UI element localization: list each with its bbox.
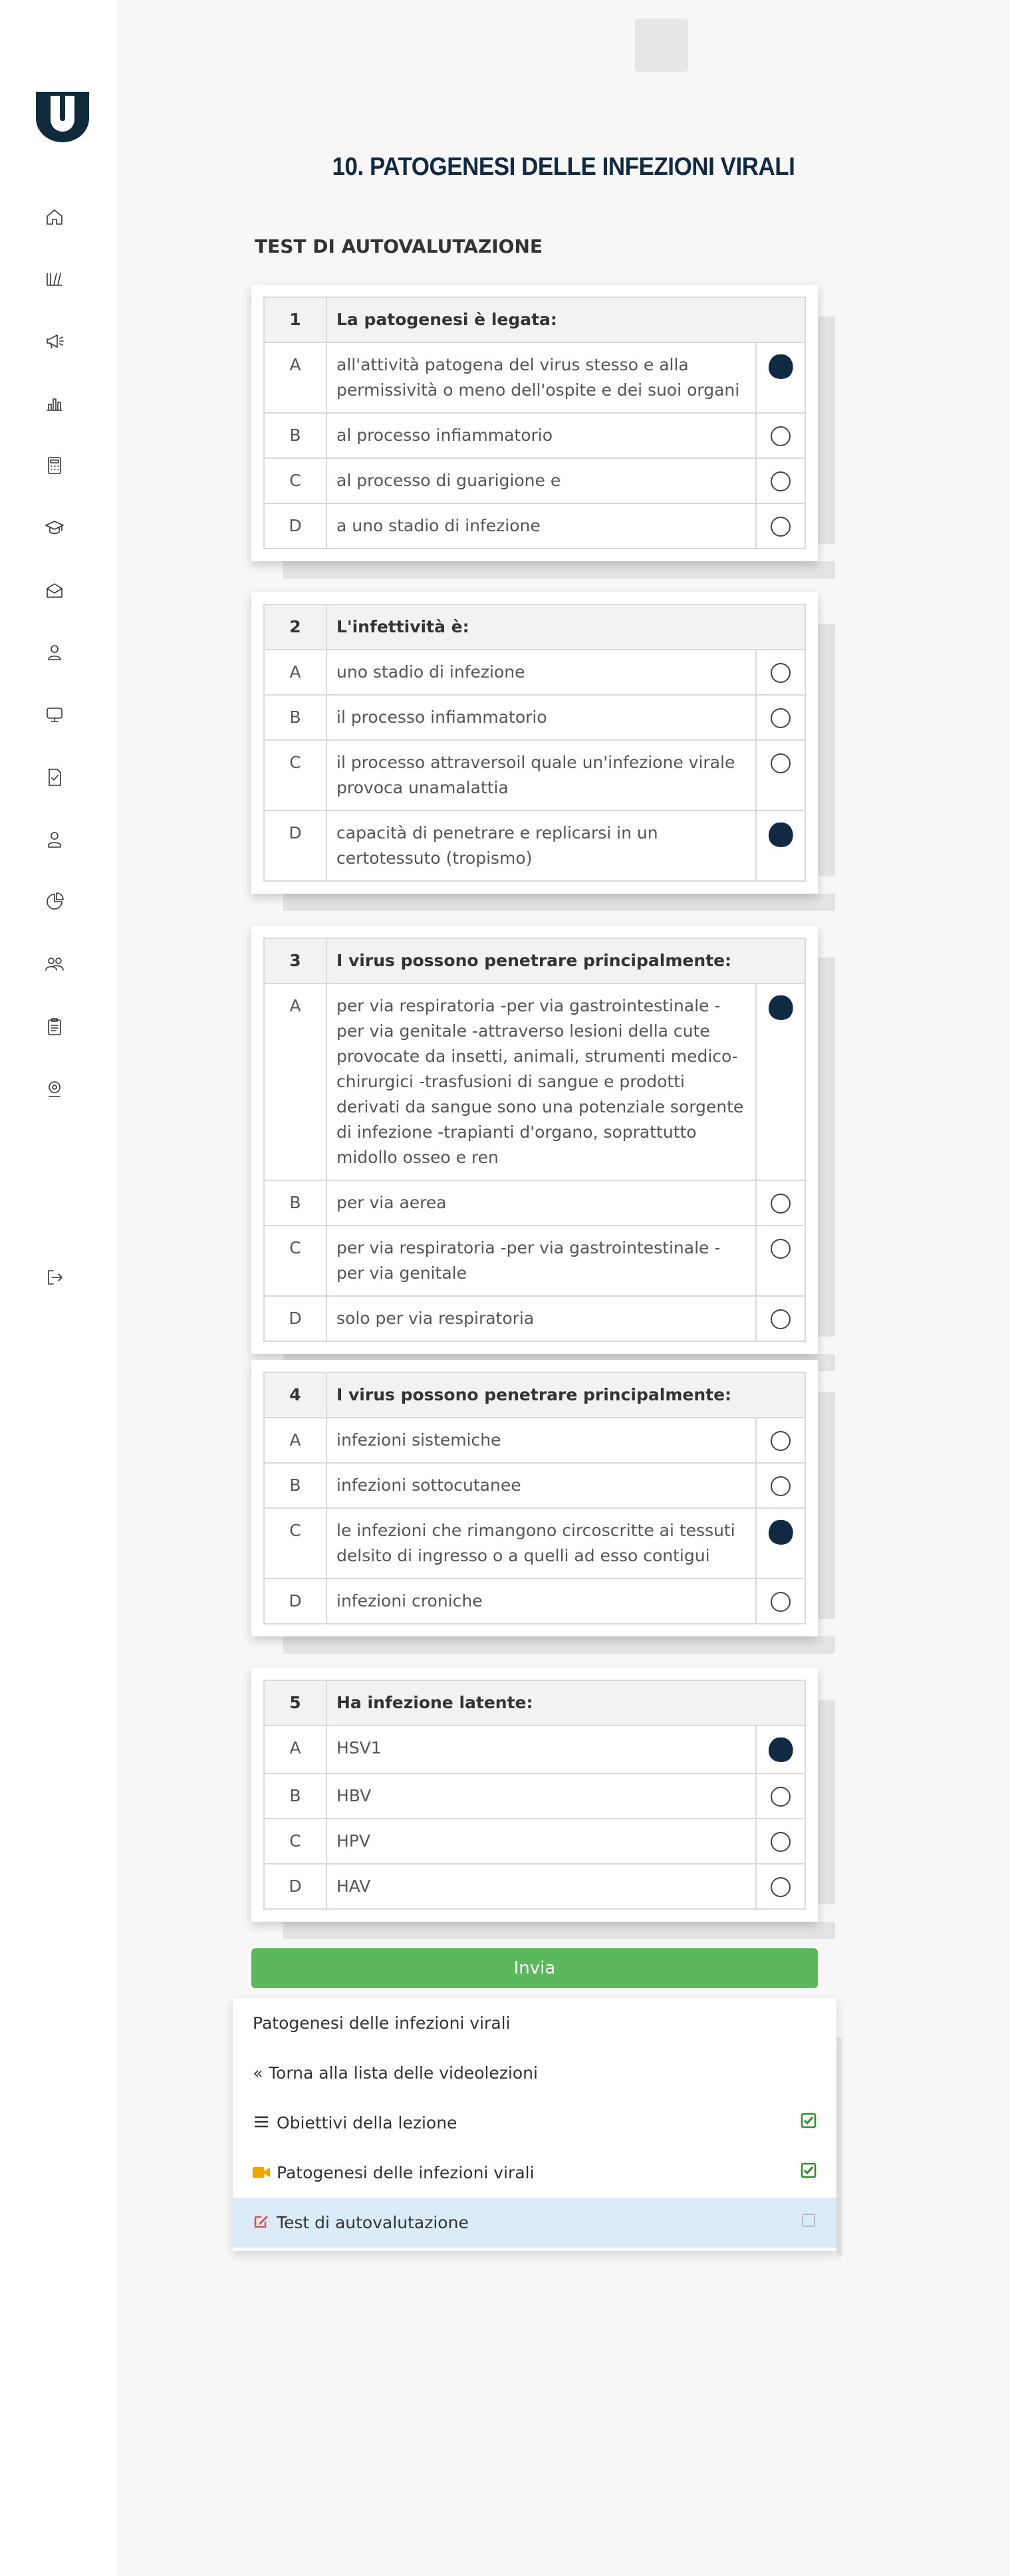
option-letter: A [264,1726,326,1773]
answer-option[interactable] [264,1296,805,1341]
checked-checkbox-icon [801,2162,817,2178]
answer-option[interactable] [264,1508,805,1579]
back-to-list-link[interactable] [233,2048,836,2098]
pie-chart-icon[interactable] [44,891,65,912]
option-text: infezioni sottocutanee [326,1463,756,1508]
logout-icon[interactable] [44,1267,65,1288]
lesson-item-label: Test di autovalutazione [277,2213,469,2232]
radio-button[interactable] [771,663,791,683]
answer-option[interactable] [264,1180,805,1225]
option-letter: C [264,740,326,811]
graduation-cap-icon[interactable] [44,517,65,539]
answer-option[interactable] [264,503,805,549]
option-letter: D [264,1579,326,1624]
logo[interactable] [33,89,92,142]
option-text: all'attività patogena del virus stesso e alla permissività o meno dell'ospite e dei suoi organi [326,342,756,413]
option-letter: B [264,695,326,740]
video-icon [253,2163,270,2182]
answer-option[interactable] [264,458,805,503]
radio-button[interactable] [771,1309,791,1329]
sidebar [0,0,117,2576]
option-select[interactable] [756,811,805,881]
option-select[interactable] [756,1864,805,1909]
option-text: per via respiratoria -per via gastrointestinale -per via genitale -attraverso lesioni della cute provocate da insetti, animali, strumenti medico-chirurgici -trasfusioni di sangue e prodotti derivati da sangue sono una potenziale sorgente di infezione -trapianti d'organo, soprattutto midollo osseo e ren [326,983,756,1180]
question-table [263,1372,806,1624]
option-text: capacità di penetrare e replicarsi in un certotessuto (tropismo) [326,811,756,881]
answer-option[interactable] [264,740,805,811]
answer-option[interactable] [264,1579,805,1624]
question-header [264,1372,805,1418]
lesson-item-objectives[interactable] [233,2098,836,2148]
document-check-icon[interactable] [44,767,65,788]
question-text: I virus possono penetrare principalmente: [326,938,805,983]
option-text: al processo infiammatorio [326,413,756,458]
radio-button[interactable] [771,753,791,773]
mail-icon[interactable] [44,580,65,601]
option-text: HBV [326,1773,756,1819]
checked-checkbox-icon [801,2113,817,2128]
lesson-item-video[interactable] [233,2148,836,2198]
radio-button[interactable] [771,471,791,491]
question-card [251,926,818,1354]
option-letter: A [264,983,326,1180]
lesson-menu-title [233,1998,836,2048]
question-number: 3 [264,938,326,983]
option-letter: A [264,342,326,413]
header-logo [635,19,688,72]
radio-button[interactable] [771,1239,791,1259]
question-card [251,592,818,894]
option-select[interactable] [756,1819,805,1864]
list-icon [253,2113,270,2132]
option-letter: D [264,1296,326,1341]
option-select[interactable] [756,650,805,695]
option-text: HSV1 [326,1726,756,1773]
radio-button[interactable] [771,1592,791,1612]
option-select[interactable] [756,1508,805,1579]
answer-option[interactable] [264,1418,805,1463]
option-letter: B [264,1463,326,1508]
question-card [251,1668,818,1922]
option-text: a uno stadio di infezione [326,503,756,549]
selected-answer-icon [767,1518,795,1546]
edit-icon [253,2213,270,2232]
option-text: HPV [326,1819,756,1864]
option-letter: C [264,1508,326,1579]
home-icon[interactable] [44,206,65,227]
answer-option[interactable] [264,1225,805,1296]
chart-icon[interactable] [44,392,65,414]
option-text: per via respiratoria -per via gastrointestinale -per via genitale [326,1225,756,1296]
lesson-item-self-test[interactable] [233,2198,836,2248]
group-icon[interactable] [44,954,65,975]
option-select[interactable] [756,1579,805,1624]
double-chevron-left-icon: « [253,2063,263,2083]
radio-button[interactable] [771,1476,791,1496]
question-header [264,938,805,983]
option-letter: D [264,503,326,549]
question-card [251,1360,818,1636]
option-select[interactable] [756,413,805,458]
lesson-menu-title-text: Patogenesi delle infezioni virali [253,2013,511,2033]
option-text: il processo attraversoil quale un'infezione virale provoca unamalattia [326,740,756,811]
option-select[interactable] [756,1180,805,1225]
option-letter: B [264,1180,326,1225]
option-letter: B [264,1773,326,1819]
option-text: al processo di guarigione e [326,458,756,503]
option-letter: A [264,650,326,695]
question-header [264,604,805,650]
selected-answer-icon [767,821,795,848]
option-select[interactable] [756,695,805,740]
radio-button[interactable] [771,1431,791,1451]
option-select[interactable] [756,503,805,549]
lesson-menu [233,1998,836,2251]
radio-button[interactable] [771,1877,791,1897]
option-letter: C [264,458,326,503]
selected-answer-icon [767,352,795,380]
question-header [264,1680,805,1726]
answer-option[interactable] [264,983,805,1180]
option-select[interactable] [756,458,805,503]
answer-option[interactable] [264,1773,805,1819]
option-select[interactable] [756,1418,805,1463]
calculator-icon[interactable] [44,455,65,476]
option-text: il processo infiammatorio [326,695,756,740]
answer-option[interactable] [264,1819,805,1864]
question-card [251,285,818,561]
monitor-icon[interactable] [44,704,65,725]
answer-option[interactable] [264,811,805,881]
question-table [263,604,806,882]
question-number: 1 [264,297,326,342]
option-select[interactable] [756,1773,805,1819]
megaphone-icon[interactable] [44,330,65,352]
user-icon[interactable] [44,642,65,663]
option-letter: C [264,1225,326,1296]
option-letter: C [264,1819,326,1864]
question-number: 4 [264,1372,326,1418]
clipboard-icon[interactable] [44,1016,65,1037]
option-text: per via aerea [326,1180,756,1225]
question-number: 5 [264,1680,326,1726]
option-letter: D [264,811,326,881]
option-letter: A [264,1418,326,1463]
radio-button[interactable] [771,517,791,537]
settings-user-icon[interactable] [44,1079,65,1100]
option-letter: D [264,1864,326,1909]
library-icon[interactable] [44,268,65,289]
option-select[interactable] [756,1296,805,1341]
lesson-item-label: Patogenesi delle infezioni virali [277,2163,535,2182]
answer-option[interactable] [264,1726,805,1773]
option-text: le infezioni che rimangono circoscritte ai tessuti delsito di ingresso o a quelli ad esso contigui [326,1508,756,1579]
answer-option[interactable] [264,1463,805,1508]
option-select[interactable] [756,740,805,811]
option-select[interactable] [756,1726,805,1773]
submit-button[interactable]: Invia [251,1948,818,1988]
question-text: L'infettività è: [326,604,805,650]
unchecked-checkbox-icon [801,2212,817,2228]
answer-option[interactable] [264,650,805,695]
question-header [264,297,805,342]
profile-icon[interactable] [44,829,65,850]
answer-option[interactable] [264,695,805,740]
answer-option[interactable] [264,342,805,413]
header-brand [635,19,688,72]
selected-answer-icon [767,1736,795,1763]
option-text: HAV [326,1864,756,1909]
question-number: 2 [264,604,326,650]
page-title: 10. PATOGENESI DELLE INFEZIONI VIRALI [332,153,795,181]
radio-button[interactable] [771,1787,791,1807]
option-text: uno stadio di infezione [326,650,756,695]
radio-button[interactable] [771,1194,791,1214]
radio-button[interactable] [771,1832,791,1852]
option-text: infezioni sistemiche [326,1418,756,1463]
option-text: solo per via respiratoria [326,1296,756,1341]
option-select[interactable] [756,1463,805,1508]
radio-button[interactable] [771,708,791,728]
question-table [263,297,806,549]
radio-button[interactable] [771,426,791,446]
answer-option[interactable] [264,1864,805,1909]
option-select[interactable] [756,342,805,413]
selected-answer-icon [767,993,795,1021]
question-text: Ha infezione latente: [326,1680,805,1726]
option-letter: B [264,413,326,458]
answer-option[interactable] [264,413,805,458]
question-text: La patogenesi è legata: [326,297,805,342]
question-text: I virus possono penetrare principalmente: [326,1372,805,1418]
lesson-item-label: Obiettivi della lezione [277,2113,457,2132]
question-table [263,1680,806,1910]
option-select[interactable] [756,1225,805,1296]
back-to-list-label: Torna alla lista delle videolezioni [269,2063,538,2083]
section-title: TEST DI AUTOVALUTAZIONE [255,235,543,257]
option-text: infezioni croniche [326,1579,756,1624]
question-table [263,938,806,1342]
option-select[interactable] [756,983,805,1180]
